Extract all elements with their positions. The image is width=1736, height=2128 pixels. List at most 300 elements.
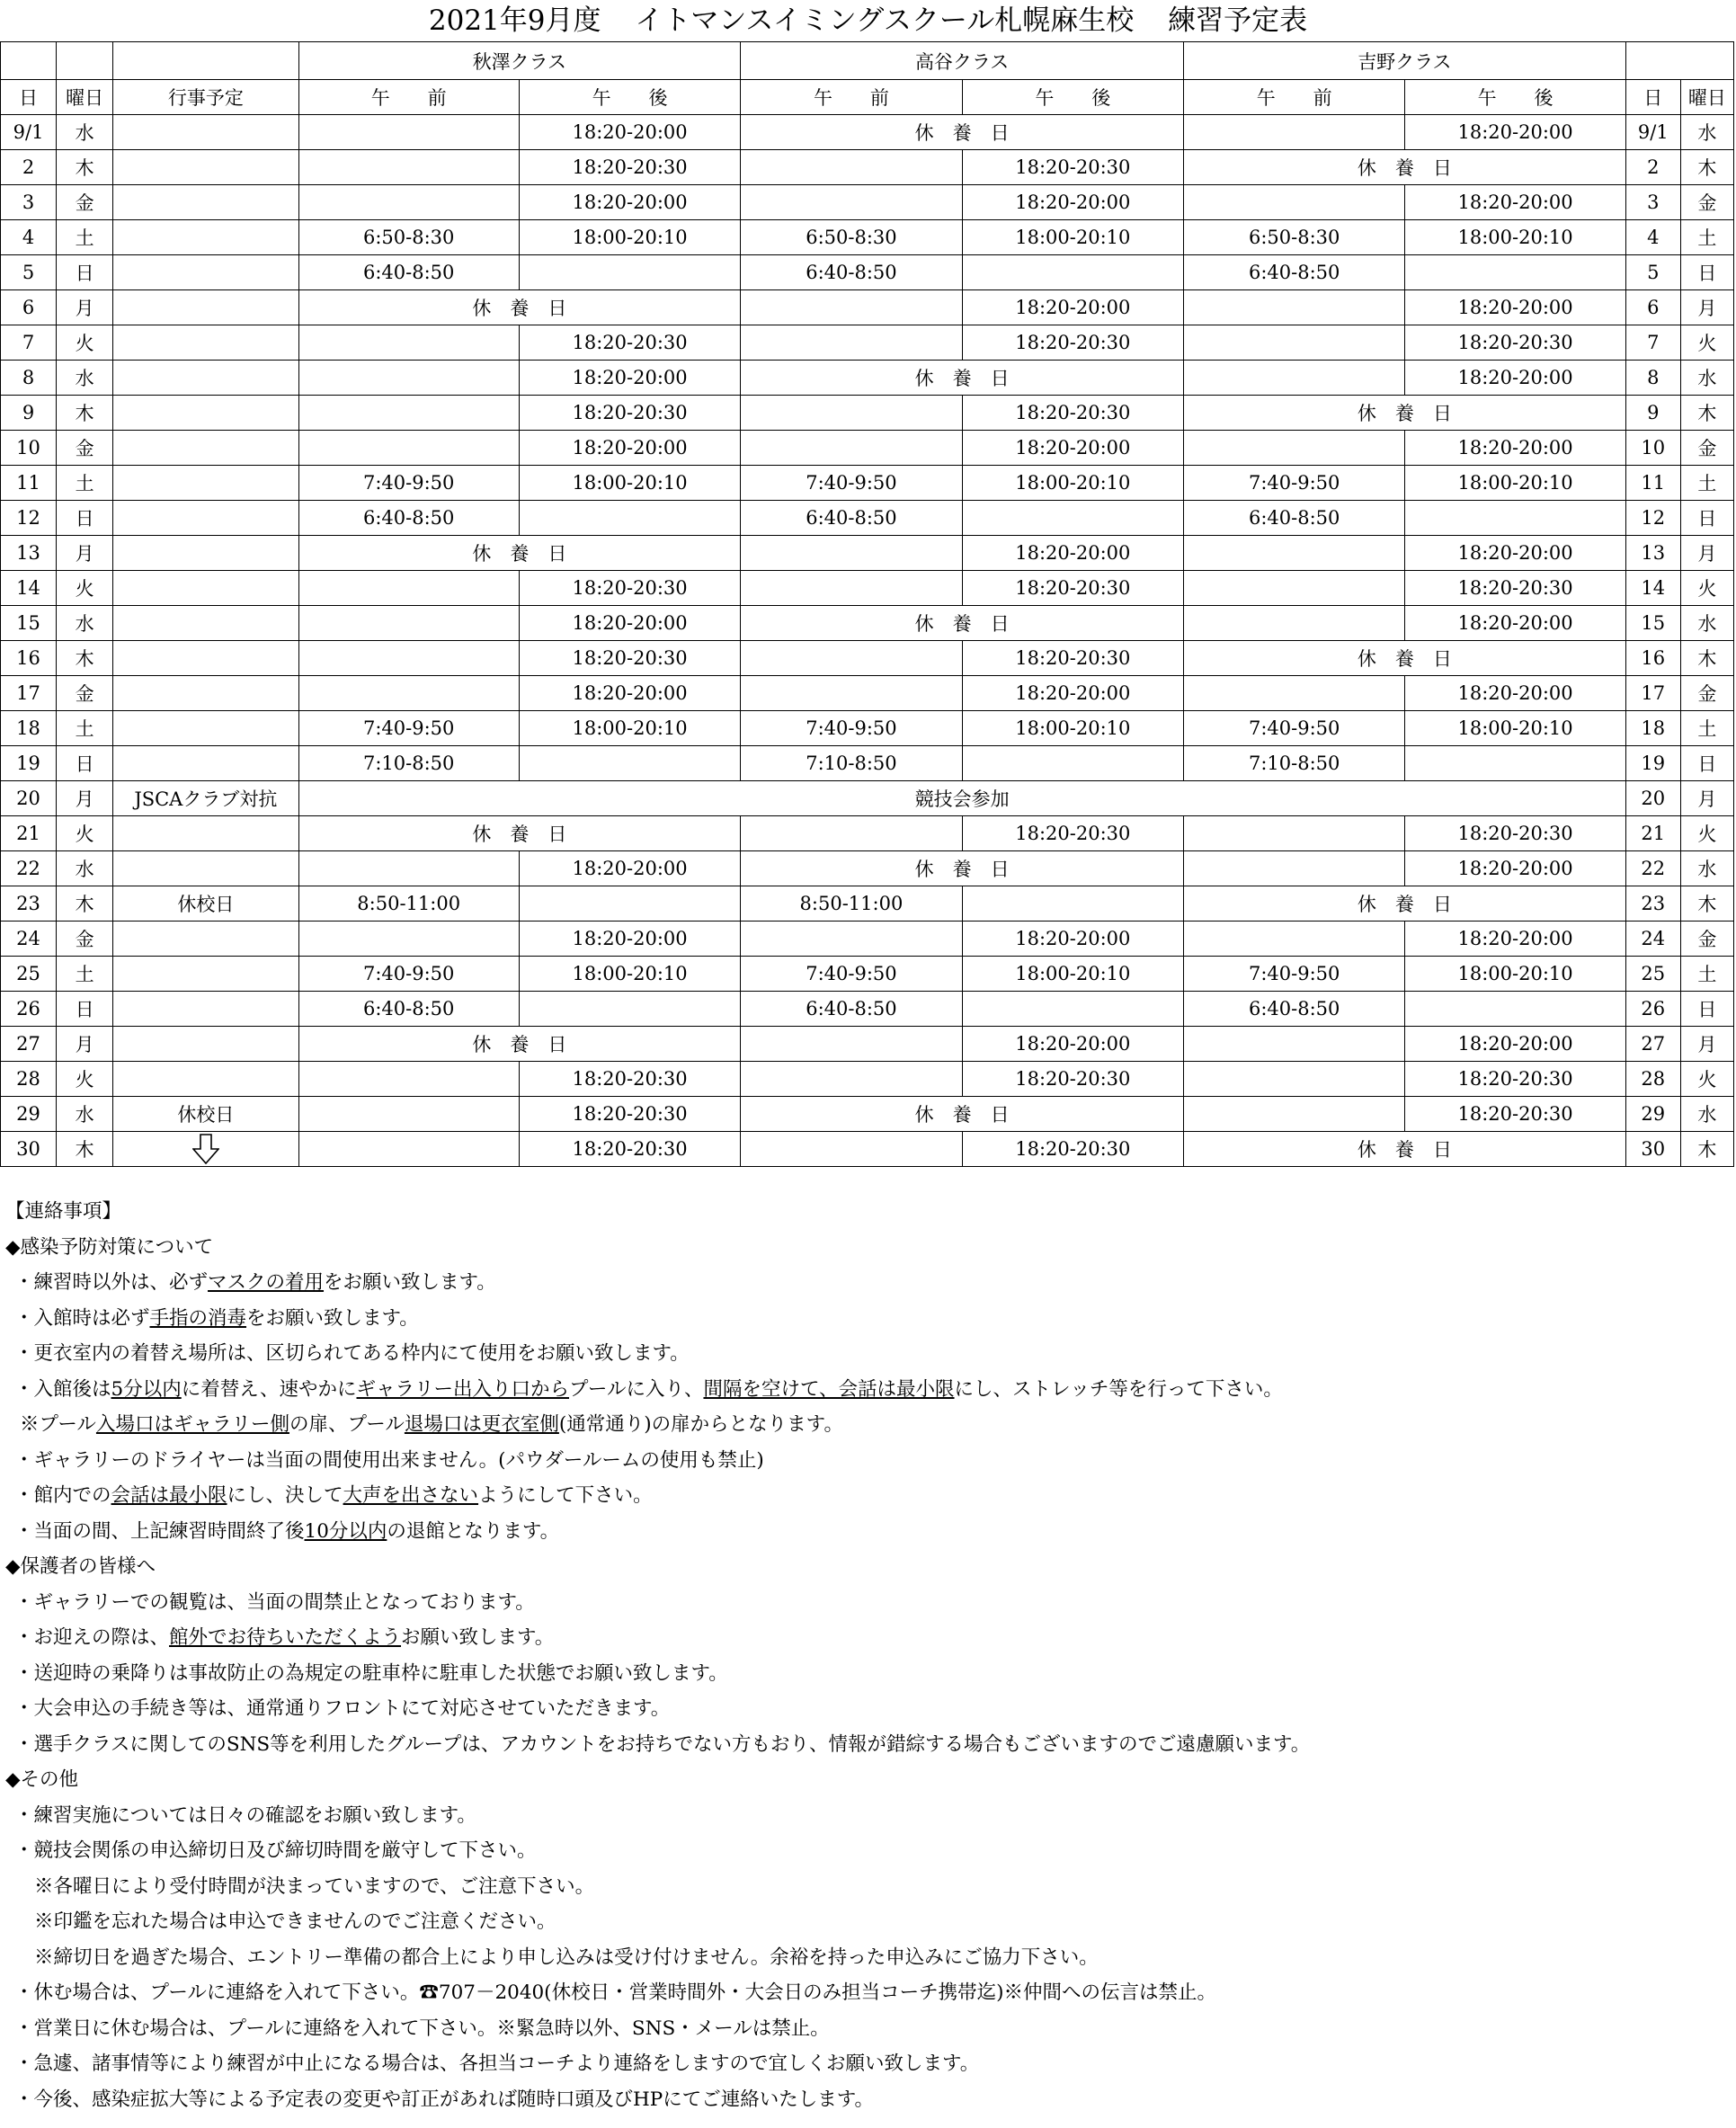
pm-time-cell: 18:20-20:00 [1405, 115, 1625, 150]
weekday-cell: 火 [57, 1062, 113, 1097]
down-arrow-icon [192, 1137, 219, 1159]
day-cell: 17 [1625, 676, 1680, 711]
am-time-cell [298, 922, 519, 957]
day-cell: 4 [1, 220, 57, 255]
am-header: 午 前 [1184, 80, 1405, 115]
rest-day-cell: 休 養 日 [741, 851, 1184, 886]
am-time-cell: 7:40-9:50 [1184, 711, 1405, 746]
weekday-cell: 金 [1680, 431, 1733, 466]
rest-day-cell: 休 養 日 [298, 290, 741, 325]
day-cell: 25 [1625, 957, 1680, 992]
note-text: の扉、プール [289, 1413, 405, 1436]
note-text: にし、ストレッチ等を行って下さい。 [954, 1377, 1283, 1401]
notes-item [0, 1798, 1736, 1834]
weekday-cell: 月 [1680, 1027, 1733, 1062]
notes-item [0, 2011, 1736, 2047]
weekday-cell: 木 [57, 396, 113, 431]
weekday-cell: 日 [57, 255, 113, 290]
title-month: 2021年9月度 [428, 4, 601, 37]
weekday-cell: 木 [57, 641, 113, 676]
am-time-cell: 6:40-8:50 [298, 501, 519, 536]
weekday-cell: 日 [57, 501, 113, 536]
weekday-cell: 火 [57, 571, 113, 606]
pm-time-cell: 18:20-20:00 [962, 431, 1183, 466]
pm-time-cell: 18:20-20:30 [962, 325, 1183, 361]
notes-item [0, 1975, 1736, 2011]
event-cell [113, 115, 298, 150]
day-cell: 24 [1, 922, 57, 957]
note-text: ・お迎えの際は、 [14, 1626, 170, 1649]
table-row [1, 711, 1734, 746]
am-time-cell [298, 361, 519, 396]
pm-time-cell: 18:00-20:10 [519, 466, 740, 501]
day-cell: 3 [1625, 185, 1680, 220]
pm-time-cell: 18:20-20:30 [962, 396, 1183, 431]
table-row [1, 536, 1734, 571]
pm-time-cell: 18:20-20:00 [1405, 290, 1625, 325]
weekday-cell: 日 [1680, 992, 1733, 1027]
day-cell: 30 [1, 1132, 57, 1167]
pm-time-cell: 18:20-20:30 [519, 641, 740, 676]
schedule-table [0, 41, 1734, 1167]
table-row [1, 361, 1734, 396]
weekday-cell: 金 [57, 185, 113, 220]
weekday-cell: 土 [1680, 466, 1733, 501]
pm-time-cell: 18:20-20:30 [1405, 571, 1625, 606]
pm-time-cell [1405, 501, 1625, 536]
pm-time-cell: 18:20-20:00 [962, 536, 1183, 571]
weekday-cell: 水 [1680, 361, 1733, 396]
am-time-cell: 7:40-9:50 [1184, 466, 1405, 501]
am-time-cell [298, 431, 519, 466]
table-row [1, 606, 1734, 641]
am-time-cell [741, 571, 962, 606]
event-cell [113, 431, 298, 466]
am-time-cell: 6:50-8:30 [298, 220, 519, 255]
pm-time-cell: 18:20-20:00 [1405, 606, 1625, 641]
pm-time-cell: 18:00-20:10 [519, 220, 740, 255]
pm-time-cell: 18:20-20:00 [962, 676, 1183, 711]
am-time-cell [741, 1027, 962, 1062]
weekday-cell: 水 [57, 361, 113, 396]
event-cell [113, 361, 298, 396]
am-time-cell [298, 185, 519, 220]
day-cell: 11 [1625, 466, 1680, 501]
pm-time-cell: 18:20-20:30 [519, 396, 740, 431]
weekday-cell: 金 [1680, 185, 1733, 220]
am-time-cell: 7:10-8:50 [741, 746, 962, 781]
weekday-cell: 月 [57, 1027, 113, 1062]
pm-time-cell [962, 501, 1183, 536]
notes-item [0, 1478, 1736, 1514]
am-time-cell [298, 115, 519, 150]
note-text: ・休む場合は、プールに連絡を入れて下さい。☎707－2040(休校日・営業時間外・大会日のみ担当コーチ携帯迄)※仲間への伝言は禁止。 [14, 1981, 1216, 2004]
am-time-cell: 8:50-11:00 [741, 886, 962, 922]
event-cell [113, 290, 298, 325]
note-text: ・大会申込の手続き等は、通常通りフロントにて対応させていただきます。 [14, 1697, 671, 1720]
rest-day-cell: 休 養 日 [1184, 150, 1626, 185]
weekday-cell: 木 [57, 1132, 113, 1167]
pm-time-cell: 18:20-20:30 [962, 571, 1183, 606]
pm-time-cell: 18:00-20:10 [962, 466, 1183, 501]
am-time-cell [741, 676, 962, 711]
pm-time-cell: 18:20-20:30 [1405, 325, 1625, 361]
day-cell: 9/1 [1625, 115, 1680, 150]
weekday-cell: 火 [1680, 816, 1733, 851]
note-text: ・ギャラリーでの観覧は、当面の間禁止となっております。 [14, 1590, 535, 1614]
rest-day-cell: 休 養 日 [1184, 396, 1626, 431]
weekday-cell: 日 [1680, 255, 1733, 290]
note-text: ・送迎時の乗降りは事故防止の為規定の駐車枠に駐車した状態でお願い致します。 [14, 1661, 728, 1685]
day-cell: 20 [1625, 781, 1680, 816]
notes-item [0, 1833, 1736, 1869]
pm-time-cell: 18:00-20:10 [1405, 466, 1625, 501]
event-cell: JSCAクラブ対抗 [113, 781, 298, 816]
notes-heading [0, 1549, 1736, 1585]
weekday-cell: 火 [1680, 1062, 1733, 1097]
pm-time-cell: 18:00-20:10 [1405, 711, 1625, 746]
pm-header: 午 後 [519, 80, 740, 115]
note-text: をお願い致します。 [324, 1271, 496, 1294]
event-cell [113, 466, 298, 501]
note-text: ※印鑑を忘れた場合は申込できませんのでご注意ください。 [34, 1910, 556, 1933]
table-row [1, 992, 1734, 1027]
pm-time-cell: 18:20-20:00 [962, 922, 1183, 957]
pm-time-cell: 18:20-20:30 [962, 150, 1183, 185]
pm-header: 午 後 [962, 80, 1183, 115]
am-time-cell: 6:50-8:30 [741, 220, 962, 255]
pm-time-cell: 18:00-20:10 [1405, 957, 1625, 992]
am-time-cell [298, 396, 519, 431]
event-cell [113, 220, 298, 255]
notes-item [0, 2082, 1736, 2118]
am-time-cell [1184, 185, 1405, 220]
am-time-cell [1184, 1097, 1405, 1132]
event-cell [113, 851, 298, 886]
am-time-cell [741, 536, 962, 571]
day-cell: 9/1 [1, 115, 57, 150]
rest-day-cell: 休 養 日 [1184, 886, 1626, 922]
weekday-cell: 水 [1680, 606, 1733, 641]
note-text: ◆感染予防対策について [5, 1235, 214, 1259]
pm-time-cell: 18:20-20:00 [519, 361, 740, 396]
pm-time-cell: 18:20-20:00 [962, 290, 1183, 325]
day-cell: 11 [1, 466, 57, 501]
class-yoshino-header: 吉野クラス [1184, 42, 1626, 80]
event-cell [113, 396, 298, 431]
am-time-cell [1184, 676, 1405, 711]
title-school: イトマンスイミングスクール札幌麻生校 [635, 4, 1135, 37]
table-row [1, 115, 1734, 150]
title-doc: 練習予定表 [1168, 4, 1308, 37]
table-row [1, 781, 1734, 816]
event-cell [113, 922, 298, 957]
weekday-cell: 木 [1680, 396, 1733, 431]
am-time-cell [1184, 571, 1405, 606]
note-text: (通常通り)の扉からとなります。 [558, 1413, 843, 1436]
pm-time-cell: 18:20-20:00 [519, 185, 740, 220]
rest-day-cell: 休 養 日 [298, 1027, 741, 1062]
note-text: ・更衣室内の着替え場所は、区切られてある枠内にて使用をお願い致します。 [14, 1342, 690, 1365]
event-cell [113, 1062, 298, 1097]
pm-time-cell: 18:20-20:00 [519, 922, 740, 957]
weekday-cell: 金 [57, 922, 113, 957]
am-time-cell [1184, 361, 1405, 396]
day-cell: 15 [1, 606, 57, 641]
note-text: をお願い致します。 [246, 1306, 419, 1330]
weekday-cell: 土 [1680, 957, 1733, 992]
notes-item [0, 1585, 1736, 1621]
day-cell: 6 [1, 290, 57, 325]
day-header: 日 [1, 80, 57, 115]
pm-time-cell: 18:20-20:00 [962, 1027, 1183, 1062]
weekday-cell: 木 [57, 886, 113, 922]
day-cell: 27 [1, 1027, 57, 1062]
day-cell: 28 [1, 1062, 57, 1097]
event-cell [113, 1132, 298, 1167]
rest-day-cell: 休 養 日 [1184, 1132, 1626, 1167]
table-row [1, 571, 1734, 606]
rest-day-cell: 休 養 日 [741, 361, 1184, 396]
am-time-cell: 7:40-9:50 [298, 711, 519, 746]
note-text: 【連絡事項】 [5, 1200, 122, 1223]
notes-item [0, 1265, 1736, 1301]
day-cell: 22 [1625, 851, 1680, 886]
note-text: にし、決して [227, 1484, 343, 1507]
table-row [1, 1097, 1734, 1132]
pm-time-cell [519, 255, 740, 290]
weekday-cell: 日 [1680, 501, 1733, 536]
pm-time-cell: 18:20-20:30 [519, 1097, 740, 1132]
weekday-cell: 木 [1680, 886, 1733, 922]
am-time-cell: 7:40-9:50 [741, 466, 962, 501]
notes-item [0, 1727, 1736, 1763]
am-time-cell [1184, 606, 1405, 641]
day-cell: 9 [1, 396, 57, 431]
weekday-cell: 月 [1680, 781, 1733, 816]
pm-time-cell [962, 746, 1183, 781]
am-time-cell [741, 325, 962, 361]
am-time-cell: 6:40-8:50 [1184, 992, 1405, 1027]
pm-time-cell: 18:20-20:00 [1405, 676, 1625, 711]
am-header: 午 前 [298, 80, 519, 115]
day-cell: 22 [1, 851, 57, 886]
am-time-cell [298, 606, 519, 641]
day-cell: 29 [1625, 1097, 1680, 1132]
day-header: 日 [1625, 80, 1680, 115]
table-row [1, 396, 1734, 431]
note-text: ※各曜日により受付時間が決まっていますので、ご注意下さい。 [34, 1874, 595, 1898]
am-time-cell [741, 431, 962, 466]
table-row [1, 676, 1734, 711]
am-time-cell [1184, 1027, 1405, 1062]
event-cell [113, 325, 298, 361]
event-cell [113, 641, 298, 676]
table-row [1, 957, 1734, 992]
pm-time-cell [519, 992, 740, 1027]
pm-time-cell: 18:20-20:00 [519, 431, 740, 466]
emphasis-text: 館外でお待ちいただくよう [169, 1626, 402, 1649]
weekday-cell: 水 [57, 851, 113, 886]
day-cell: 8 [1625, 361, 1680, 396]
emphasis-text: 5分以内 [111, 1377, 182, 1401]
day-cell: 10 [1, 431, 57, 466]
am-time-cell [1184, 851, 1405, 886]
table-row [1, 325, 1734, 361]
pm-time-cell: 18:20-20:00 [519, 115, 740, 150]
note-text: ・館内での [14, 1484, 111, 1507]
class-takaya-header: 高谷クラス [741, 42, 1184, 80]
am-time-cell [1184, 290, 1405, 325]
am-time-cell: 6:40-8:50 [298, 255, 519, 290]
weekday-cell: 月 [1680, 536, 1733, 571]
emphasis-text: 10分以内 [304, 1519, 387, 1543]
day-cell: 7 [1, 325, 57, 361]
pm-time-cell: 18:00-20:10 [519, 957, 740, 992]
pm-time-cell [962, 255, 1183, 290]
day-cell: 4 [1625, 220, 1680, 255]
am-time-cell [741, 290, 962, 325]
am-time-cell [1184, 115, 1405, 150]
table-row [1, 816, 1734, 851]
note-text: ・練習実施については日々の確認をお願い致します。 [14, 1803, 476, 1827]
weekday-cell: 木 [1680, 150, 1733, 185]
weekday-cell: 月 [57, 290, 113, 325]
am-time-cell [298, 1132, 519, 1167]
pm-time-cell: 18:20-20:30 [519, 1062, 740, 1097]
day-cell: 24 [1625, 922, 1680, 957]
pm-time-cell: 18:20-20:00 [1405, 431, 1625, 466]
weekday-cell: 火 [1680, 571, 1733, 606]
note-text: ・ギャラリーのドライヤーは当面の間使用出来ません。(パウダールームの使用も禁止) [14, 1448, 764, 1472]
pm-time-cell: 18:20-20:30 [1405, 1062, 1625, 1097]
pm-time-cell: 18:00-20:10 [519, 711, 740, 746]
column-header-row [1, 80, 1734, 115]
rest-day-cell: 休 養 日 [741, 606, 1184, 641]
am-time-cell: 7:40-9:50 [298, 957, 519, 992]
day-cell: 13 [1625, 536, 1680, 571]
notes-item [0, 1904, 1736, 1940]
note-text: ※締切日を過ぎた場合、エントリー準備の都合上により申し込みは受け付けません。余裕を持った申込みにご協力下さい。 [34, 1945, 1099, 1969]
weekday-cell: 土 [57, 220, 113, 255]
pm-time-cell: 18:20-20:00 [519, 676, 740, 711]
weekday-cell: 土 [57, 957, 113, 992]
event-cell [113, 746, 298, 781]
rest-day-cell: 休 養 日 [741, 115, 1184, 150]
weekday-cell: 月 [1680, 290, 1733, 325]
notes-item [0, 1443, 1736, 1479]
am-time-cell [1184, 816, 1405, 851]
pm-time-cell: 18:20-20:00 [519, 851, 740, 886]
table-row [1, 851, 1734, 886]
am-time-cell: 7:10-8:50 [298, 746, 519, 781]
day-cell: 21 [1625, 816, 1680, 851]
event-header: 行事予定 [113, 80, 298, 115]
event-cell [113, 816, 298, 851]
am-time-cell [1184, 922, 1405, 957]
day-cell: 6 [1625, 290, 1680, 325]
am-time-cell [1184, 325, 1405, 361]
event-cell [113, 1027, 298, 1062]
note-text: ・当面の間、上記練習時間終了後 [14, 1519, 305, 1543]
pm-time-cell: 18:00-20:10 [962, 957, 1183, 992]
am-time-cell: 7:10-8:50 [1184, 746, 1405, 781]
day-cell: 30 [1625, 1132, 1680, 1167]
table-row [1, 886, 1734, 922]
am-time-cell [1184, 536, 1405, 571]
weekday-cell: 水 [1680, 851, 1733, 886]
table-row [1, 746, 1734, 781]
emphasis-text: 手指の消毒 [149, 1306, 247, 1330]
table-row [1, 641, 1734, 676]
weekday-cell: 土 [1680, 220, 1733, 255]
table-row [1, 431, 1734, 466]
day-cell: 13 [1, 536, 57, 571]
am-time-cell: 7:40-9:50 [298, 466, 519, 501]
pm-time-cell: 18:00-20:10 [962, 711, 1183, 746]
pm-time-cell: 18:20-20:00 [519, 606, 740, 641]
pm-time-cell: 18:20-20:00 [962, 185, 1183, 220]
class-header-row [1, 42, 1734, 80]
day-cell: 19 [1625, 746, 1680, 781]
notes-item [0, 1656, 1736, 1692]
notes-item [0, 1301, 1736, 1337]
weekday-cell: 日 [57, 992, 113, 1027]
note-text: ・入館時は必ず [14, 1306, 150, 1330]
am-time-cell [741, 396, 962, 431]
pm-time-cell [1405, 255, 1625, 290]
am-time-cell [741, 641, 962, 676]
am-time-cell: 7:40-9:50 [741, 711, 962, 746]
weekday-cell: 月 [57, 781, 113, 816]
day-cell: 15 [1625, 606, 1680, 641]
note-text: ・今後、感染症拡大等による予定表の変更や訂正があれば随時口頭及びHPにてご連絡いたします。 [14, 2088, 875, 2111]
note-text: ようにして下さい。 [478, 1484, 653, 1507]
note-text: お願い致します。 [401, 1626, 555, 1649]
pm-header: 午 後 [1405, 80, 1625, 115]
pm-time-cell: 18:00-20:10 [962, 220, 1183, 255]
am-time-cell: 6:40-8:50 [1184, 501, 1405, 536]
am-time-cell [298, 641, 519, 676]
notes-section [0, 1194, 1736, 2117]
am-time-cell: 6:40-8:50 [741, 255, 962, 290]
day-cell: 26 [1, 992, 57, 1027]
day-cell: 9 [1625, 396, 1680, 431]
day-cell: 27 [1625, 1027, 1680, 1062]
pm-time-cell: 18:20-20:30 [962, 816, 1183, 851]
pm-time-cell [962, 886, 1183, 922]
note-text: ◆その他 [5, 1768, 79, 1791]
am-time-cell [298, 150, 519, 185]
note-text: に着替え、速やかに [181, 1377, 357, 1401]
pm-time-cell: 18:20-20:30 [519, 571, 740, 606]
emphasis-text: 退場口は更衣室側 [404, 1413, 559, 1436]
day-cell: 16 [1, 641, 57, 676]
weekday-cell: 水 [57, 606, 113, 641]
event-cell [113, 255, 298, 290]
weekday-cell: 木 [1680, 1132, 1733, 1167]
table-row [1, 220, 1734, 255]
day-cell: 2 [1, 150, 57, 185]
am-time-cell: 7:40-9:50 [741, 957, 962, 992]
pm-time-cell: 18:20-20:00 [1405, 185, 1625, 220]
table-row [1, 922, 1734, 957]
am-time-cell [298, 1097, 519, 1132]
weekday-cell: 金 [1680, 922, 1733, 957]
emphasis-text: ギャラリー出入り口から [356, 1377, 570, 1401]
notes-heading [0, 1194, 1736, 1230]
emphasis-text: 会話は最小限 [111, 1484, 227, 1507]
